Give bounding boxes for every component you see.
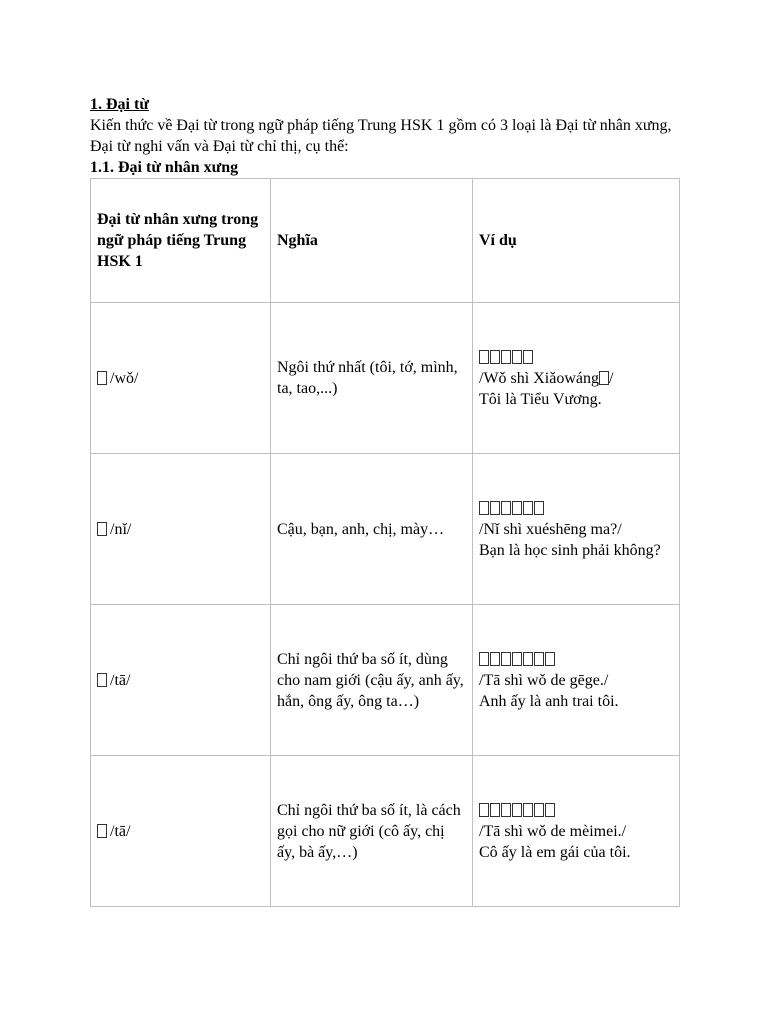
meaning-cell: Cậu, bạn, anh, chị, mày… bbox=[271, 454, 473, 605]
pronoun-cell bbox=[91, 303, 271, 454]
hanzi-glyph bbox=[523, 350, 533, 364]
example-pinyin bbox=[479, 521, 622, 538]
hanzi-glyph bbox=[501, 501, 511, 515]
pronoun-pinyin: /tā/ bbox=[110, 671, 131, 689]
hanzi-glyph bbox=[523, 803, 533, 817]
hanzi-glyph bbox=[479, 652, 489, 666]
hanzi-glyph bbox=[97, 371, 107, 385]
document-page bbox=[90, 94, 680, 907]
pronoun-table bbox=[90, 178, 680, 907]
section-heading: 1. Đại từ bbox=[90, 96, 149, 113]
hanzi-glyph bbox=[501, 652, 511, 666]
example-pinyin-text: /Tā shì wǒ de mèimei./ bbox=[479, 822, 627, 840]
intro-paragraph: Kiến thức về Đại từ trong ngữ pháp tiếng Trung HSK 1 gồm có 3 loại là Đại từ nhân xưng, Đại từ nghi vấn và Đại từ chỉ thị, cụ thể: bbox=[90, 117, 672, 155]
header-pronoun: Đại từ nhân xưng trong ngữ pháp tiếng Trung HSK 1 bbox=[91, 179, 271, 303]
hanzi-glyph bbox=[523, 501, 533, 515]
example-hanzi bbox=[479, 347, 673, 368]
example-pinyin-text: /Wǒ shì Xiǎowáng bbox=[479, 369, 599, 387]
table-row bbox=[91, 454, 680, 605]
subsection-heading: 1.1. Đại từ nhân xưng bbox=[90, 159, 239, 176]
hanzi-glyph bbox=[97, 522, 107, 536]
example-translation: Bạn là học sinh phải không? bbox=[479, 541, 661, 559]
hanzi-glyph bbox=[599, 371, 609, 385]
hanzi-glyph bbox=[512, 803, 522, 817]
example-pinyin bbox=[479, 370, 613, 387]
header-meaning: Nghĩa bbox=[271, 179, 473, 303]
pronoun-pinyin: /wǒ/ bbox=[110, 369, 139, 387]
example-pinyin bbox=[479, 823, 626, 840]
hanzi-glyph bbox=[534, 652, 544, 666]
hanzi-glyph bbox=[545, 652, 555, 666]
hanzi-glyph bbox=[479, 501, 489, 515]
example-cell bbox=[473, 454, 680, 605]
example-translation: Anh ấy là anh trai tôi. bbox=[479, 692, 619, 710]
table-row bbox=[91, 303, 680, 454]
table-row bbox=[91, 605, 680, 756]
header-example: Ví dụ bbox=[473, 179, 680, 303]
example-translation: Cô ấy là em gái của tôi. bbox=[479, 843, 631, 861]
example-hanzi bbox=[479, 649, 673, 670]
hanzi-glyph bbox=[534, 803, 544, 817]
example-pinyin-tail: / bbox=[608, 369, 614, 387]
hanzi-glyph bbox=[501, 803, 511, 817]
pronoun-pinyin: /tā/ bbox=[110, 822, 131, 840]
meaning-cell: Chỉ ngôi thứ ba số ít, dùng cho nam giới (cậu ấy, anh ấy, hắn, ông ấy, ông ta…) bbox=[271, 605, 473, 756]
hanzi-glyph bbox=[490, 501, 500, 515]
pronoun-pinyin: /nǐ/ bbox=[110, 520, 132, 538]
hanzi-glyph bbox=[490, 652, 500, 666]
example-hanzi bbox=[479, 498, 673, 519]
example-cell bbox=[473, 605, 680, 756]
example-pinyin bbox=[479, 672, 608, 689]
hanzi-glyph bbox=[512, 350, 522, 364]
hanzi-glyph bbox=[490, 350, 500, 364]
pronoun-cell bbox=[91, 605, 271, 756]
hanzi-glyph bbox=[479, 350, 489, 364]
hanzi-glyph bbox=[545, 803, 555, 817]
example-pinyin-text: /Tā shì wǒ de gēge./ bbox=[479, 671, 609, 689]
example-hanzi bbox=[479, 800, 673, 821]
hanzi-glyph bbox=[479, 803, 489, 817]
example-cell bbox=[473, 756, 680, 907]
example-cell bbox=[473, 303, 680, 454]
hanzi-glyph bbox=[523, 652, 533, 666]
hanzi-glyph bbox=[534, 501, 544, 515]
hanzi-glyph bbox=[97, 824, 107, 838]
meaning-cell: Ngôi thứ nhất (tôi, tớ, mình, ta, tao,...) bbox=[271, 303, 473, 454]
hanzi-glyph bbox=[490, 803, 500, 817]
example-translation: Tôi là Tiểu Vương. bbox=[479, 390, 602, 408]
pronoun-cell bbox=[91, 454, 271, 605]
meaning-cell: Chỉ ngôi thứ ba số ít, là cách gọi cho nữ giới (cô ấy, chị ấy, bà ấy,…) bbox=[271, 756, 473, 907]
example-pinyin-text: /Nǐ shì xuéshēng ma?/ bbox=[479, 520, 622, 538]
table-header-row bbox=[91, 179, 680, 303]
pronoun-cell bbox=[91, 756, 271, 907]
hanzi-glyph bbox=[97, 673, 107, 687]
hanzi-glyph bbox=[501, 350, 511, 364]
hanzi-glyph bbox=[512, 652, 522, 666]
table-row bbox=[91, 756, 680, 907]
hanzi-glyph bbox=[512, 501, 522, 515]
